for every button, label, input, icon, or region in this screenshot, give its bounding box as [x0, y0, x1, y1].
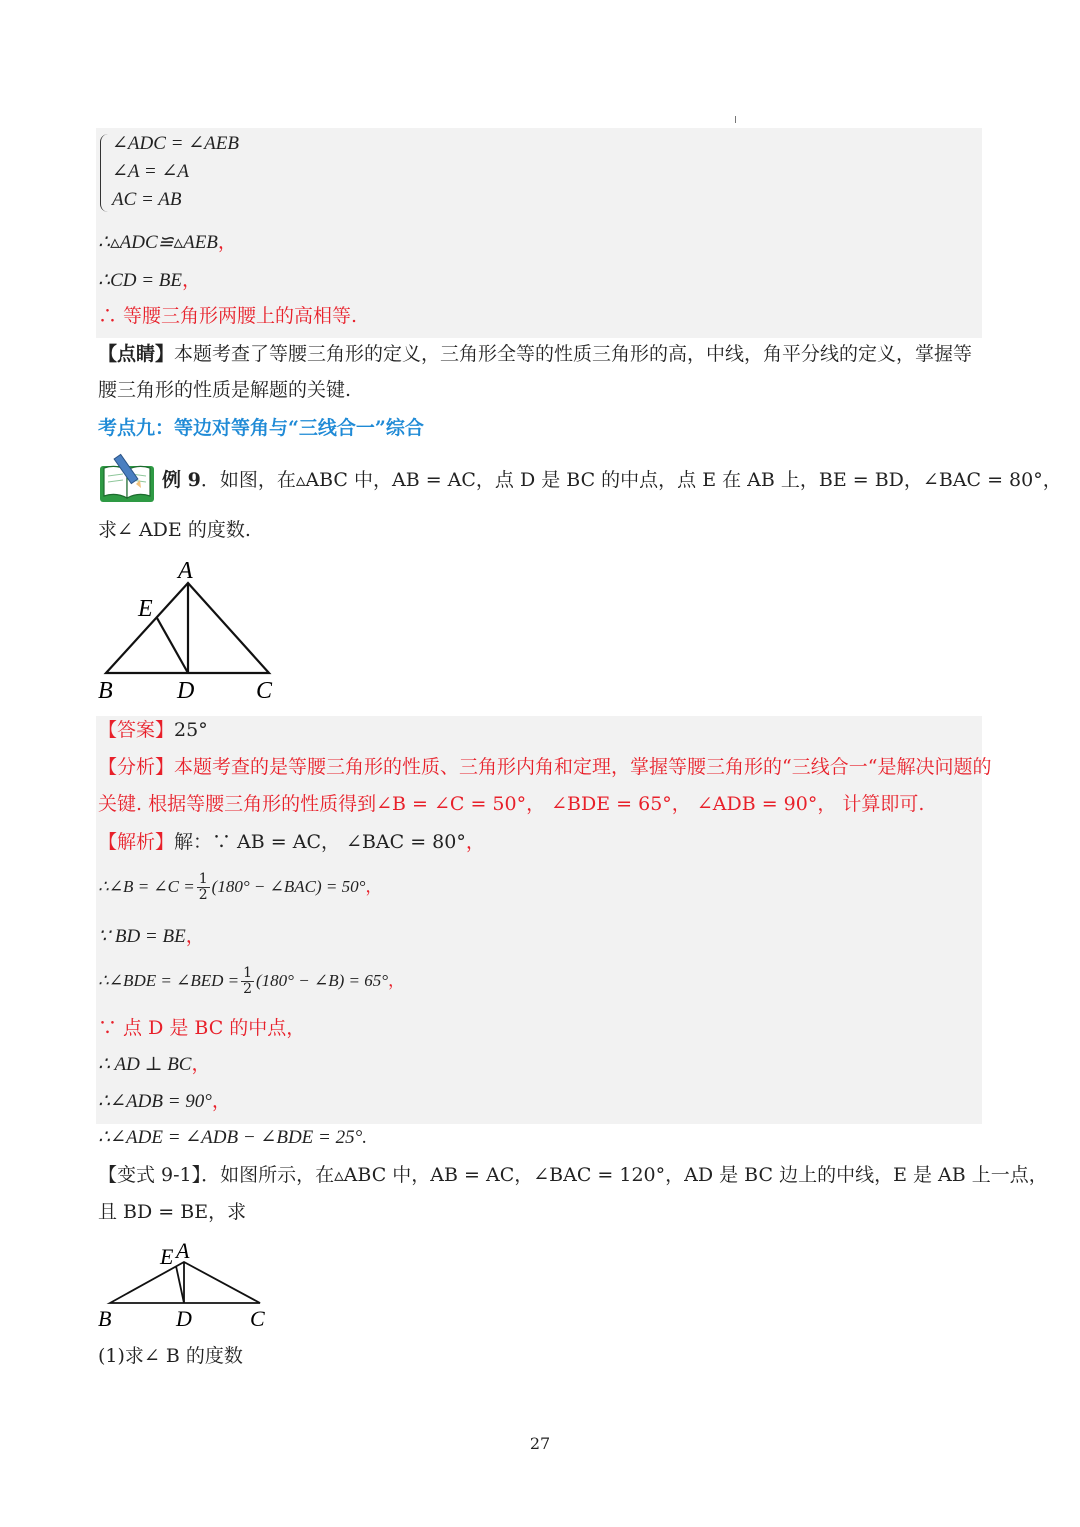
solution-line-8: ∴∠ADE = ∠ADB − ∠BDE = 25°.	[98, 1127, 367, 1148]
example9-text-1: ．如图，在▵ABC 中，AB = AC，点 D 是 BC 的中点，点 E 在 AB 上，BE = BD，∠BAC = 80°，	[200, 469, 1062, 491]
solution-s4-pre: ∴∠BDE = ∠BED =	[98, 971, 240, 990]
fraction-1-numerator: 1	[198, 871, 208, 887]
solution-s2-pre: ∴∠B = ∠C =	[98, 877, 195, 896]
variant-line-2: 且 BD = BE，求	[98, 1201, 247, 1223]
system-brace	[100, 134, 109, 212]
solution-line-3	[98, 924, 205, 949]
solution-s3: ∵ BD = BE	[98, 926, 186, 947]
solution-line-4	[98, 966, 405, 997]
segment-ed	[157, 618, 188, 673]
fig2-label-b: B	[98, 1306, 112, 1331]
solution-s7-comma: ，	[211, 1090, 231, 1112]
solution-line-6	[98, 1052, 211, 1077]
fig2-label-e: E	[160, 1244, 174, 1269]
fig1-label-c: C	[256, 678, 273, 704]
fig1-label-d: D	[177, 678, 195, 704]
solution-s7: ∴∠ADB = 90°	[98, 1091, 212, 1112]
fraction-1-denominator: 2	[198, 887, 208, 903]
fraction-half-1	[197, 872, 210, 903]
system-eq-3: AC = AB	[112, 189, 182, 210]
fig1-label-a: A	[178, 558, 193, 584]
proof-cd-be-text: ∴CD = BE	[98, 270, 183, 291]
section-title: 考点九：等边对等角与“三线合一”综合	[98, 417, 424, 439]
analysis-line-2: 关键. 根据等腰三角形的性质得到∠B = ∠C = 50°， ∠BDE = 65°， ∠ADB = 90°， 计算即可.	[98, 793, 925, 815]
solution-s1: 解：∵ AB = AC， ∠BAC = 80°	[174, 831, 466, 853]
solution-s2-comma: ，	[365, 877, 383, 897]
fig1-label-e: E	[138, 596, 153, 622]
fraction-half-2	[241, 966, 254, 997]
variant-text-1: ．如图所示，在▵ABC 中，AB = AC，∠BAC = 120°，AD 是 BC 边上的中线，E 是 AB 上一点，	[201, 1164, 1048, 1186]
fig2-label-d: D	[176, 1306, 192, 1331]
solution-s3-comma: ，	[185, 925, 205, 947]
example9-line-2: 求∠ ADE 的度数.	[98, 519, 251, 541]
answer-value: 25°	[174, 719, 208, 741]
triangle-abc-2	[110, 1262, 260, 1303]
proof-line-cd-be	[98, 268, 201, 293]
solution-line-2	[98, 872, 382, 903]
dianjing-line-2: 腰三角形的性质是解题的关键.	[98, 379, 352, 401]
solution-s1-comma: ，	[465, 831, 485, 853]
solution-s4-post: (180° − ∠B) = 65°	[256, 971, 389, 990]
solution-line-1	[98, 830, 485, 854]
analysis-text-1: 本题考查的是等腰三角形的性质、三角形内角和定理，掌握等腰三角形的“三线合一“是解决问题的	[174, 756, 992, 778]
solution-s6-comma: ，	[191, 1053, 211, 1075]
solution-s6: ∴ AD ⊥ BC	[98, 1054, 192, 1075]
proof-congruent-text: ∴▵ADC≌▵AEB	[98, 232, 218, 253]
book-pencil-icon	[98, 452, 158, 504]
fig1-label-b: B	[98, 678, 113, 704]
solution-line-5: ∵ 点 D 是 BC 的中点，	[98, 1017, 306, 1039]
system-eq-1: ∠ADC = ∠AEB	[112, 133, 239, 154]
variant-question-1: (1)求∠ B 的度数	[98, 1345, 243, 1367]
dianjing-tag: 【点睛】	[98, 343, 175, 365]
triangle-figure-1	[96, 556, 286, 706]
proof-conclusion: ∴ 等腰三角形两腰上的高相等.	[98, 305, 358, 327]
analysis-tag: 【分析】	[98, 756, 175, 778]
triangle-figure-2	[96, 1238, 276, 1334]
variant-tag: 【变式 9-1】	[98, 1164, 202, 1186]
header-mark	[735, 116, 736, 123]
fig2-label-c: C	[250, 1306, 265, 1331]
dianjing-line-1	[98, 342, 972, 366]
variant-line-1	[98, 1163, 1048, 1187]
solution-tag: 【解析】	[98, 831, 175, 853]
analysis-line-1	[98, 755, 991, 779]
answer-line	[98, 718, 208, 742]
answer-tag: 【答案】	[98, 719, 175, 741]
proof-congruent-comma: ，	[217, 231, 237, 253]
example9-line-1	[162, 468, 1062, 492]
proof-line-congruent	[98, 230, 237, 255]
proof-cd-be-comma: ，	[182, 269, 202, 291]
example9-label: 例 9	[162, 469, 201, 491]
solution-line-7	[98, 1089, 231, 1114]
fig2-label-a: A	[176, 1238, 190, 1263]
fraction-2-denominator: 2	[243, 981, 253, 997]
solution-s4-comma: ，	[388, 971, 406, 991]
segment-ed-2	[176, 1266, 184, 1303]
dianjing-text-1: 本题考查了等腰三角形的定义，三角形全等的性质三角形的高，中线，角平分线的定义，掌握等	[174, 343, 973, 365]
fraction-2-numerator: 1	[243, 965, 253, 981]
page-number: 27	[529, 1434, 551, 1453]
system-eq-2: ∠A = ∠A	[112, 161, 190, 182]
solution-s2-post: (180° − ∠BAC) = 50°	[211, 877, 366, 896]
